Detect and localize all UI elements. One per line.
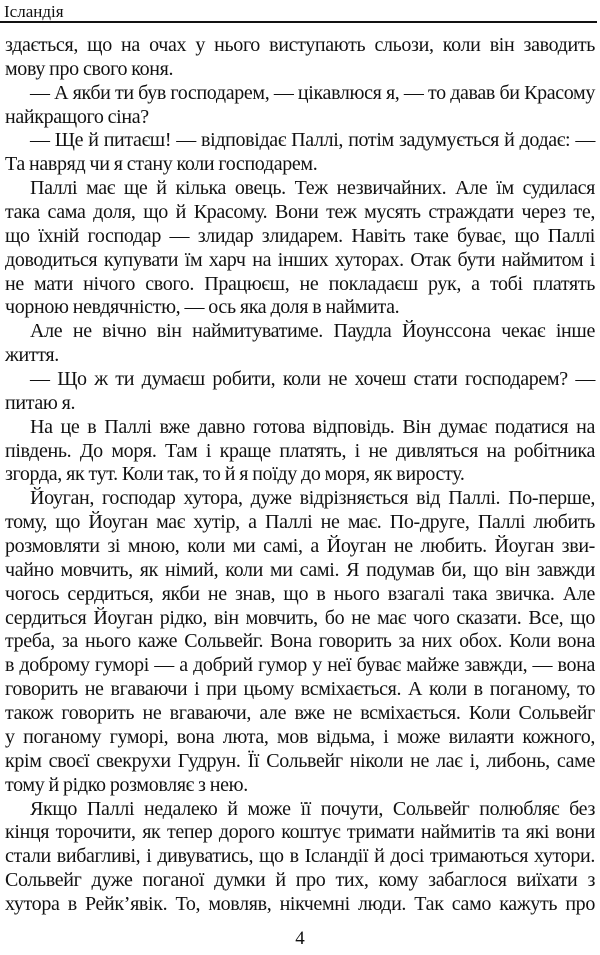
header-rule (0, 21, 597, 23)
text-line: у поганому гуморі, вона люта, мов відьма, і може вилаяти кожного, (5, 725, 595, 748)
text-line: чогось сердиться, якби не знав, що в нього взагалі така звичка. Але (5, 582, 595, 605)
text-line: також говорить не вгаваючи, але вже не всміхається. Коли Сольвейг (5, 702, 595, 725)
text-line: — Ще й питаєш! — відповідає Паллі, потім задумується й додає: — (30, 129, 595, 152)
text-line: мову про свого коня. (5, 57, 174, 80)
text-line: в доброму гуморі — а добрий гумор у неї буває майже завжди, — вона (5, 654, 595, 677)
text-line: — А якби ти був господарем, — цікавлюся я, — то давав би Красому (30, 81, 595, 104)
text-line: згорда, як тут. Коли так, то й я поїду до моря, як виросту. (5, 463, 465, 486)
text-line: треба, за нього каже Сольвейг. Вона говорить за них обох. Коли вона (5, 630, 595, 653)
text-line: сердиться Йоуган рідко, він мовчить, бо не має чого сказати. Все, що (5, 606, 595, 629)
text-line: найкращого сіна? (5, 105, 149, 128)
paragraph (5, 34, 595, 82)
text-line: здається, що на очах у нього виступають сльози, коли він заводить (5, 34, 595, 56)
text-line: стали вибагливі, і дивуватись, що в Ісландії й досі тримаються хутори. (5, 845, 595, 868)
text-line: питаю я. (5, 391, 76, 414)
text-line: Паллі має ще й кілька овець. Теж незвичайних. Але їм судилася (30, 177, 595, 200)
text-line: Якщо Паллі недалеко й може її почути, Сольвейг полюбляє без (30, 797, 595, 820)
page-number: 4 (295, 928, 305, 949)
text-line: кінця торочити, як тепер дорого коштує тримати наймитів та які вони (5, 821, 595, 844)
text-line: Та навряд чи я стану коли господарем. (5, 153, 318, 176)
text-line: Сольвейг дуже поганої думки й про тих, кому забаглося виїхати з (5, 869, 595, 892)
paragraph (5, 129, 595, 177)
text-line: не мати нічого свого. Працюєш, не покладаєш рук, а тобі платять (5, 272, 595, 295)
text-line: говорить не вгаваючи і при цьому всміхається. А коли в поганому, то (5, 678, 595, 701)
paragraph (5, 416, 595, 488)
text-line: що їхній господар — злидар злидарем. Навіть таке буває, що Паллі (5, 224, 595, 247)
paragraph (5, 798, 595, 917)
text-line: — Що ж ти думаєш робити, коли не хочеш стати господарем? — (30, 368, 595, 391)
text-line: така сама доля, що й Красому. Вони теж мусять страждати через те, (5, 201, 595, 224)
page-body (5, 34, 595, 917)
paragraph (5, 320, 595, 368)
text-line: тому, що Йоуган має хутір, а Паллі не має. По-друге, Паллі любить (5, 511, 595, 534)
text-line: південь. До моря. Там і краще платять, і не дивляться на робітника (5, 439, 595, 462)
text-line: Йоуган, господар хутора, дуже відрізняється від Паллі. По-перше, (30, 487, 595, 510)
text-line: хутора в Рейк’явік. То, мовляв, нікчемні люди. Так само кажуть про (5, 892, 595, 915)
text-line: життя. (5, 344, 59, 367)
text-line: чорною невдячністю, — ось яка доля в наймита. (5, 296, 400, 319)
text-line: чайно мовчить, як німий, коли ми самі. Я подумав би, що він завжди (5, 558, 595, 581)
text-line: тому й рідко розмовляє з нею. (5, 773, 248, 796)
text-line: На це в Паллі вже давно готова відповідь. Він думає податися на (30, 415, 595, 438)
paragraph (5, 368, 595, 416)
text-line: розмовляти зі мною, коли ми самі, а Йоуган не любить. Йоуган зви- (5, 535, 595, 558)
paragraph (5, 177, 595, 320)
paragraph (5, 82, 595, 130)
text-line: крім своєї свекрухи Гудрун. Її Сольвейг ніколи не лає і, либонь, саме (5, 749, 595, 772)
text-line: доводиться купувати їм харч на інших хуторах. Отак бути наймитом і (5, 248, 595, 271)
paragraph (5, 487, 595, 797)
text-line: Але не вічно він наймитуватиме. Паудла Йоунссона чекає інше (30, 320, 595, 343)
running-title: Ісландія (4, 2, 64, 21)
